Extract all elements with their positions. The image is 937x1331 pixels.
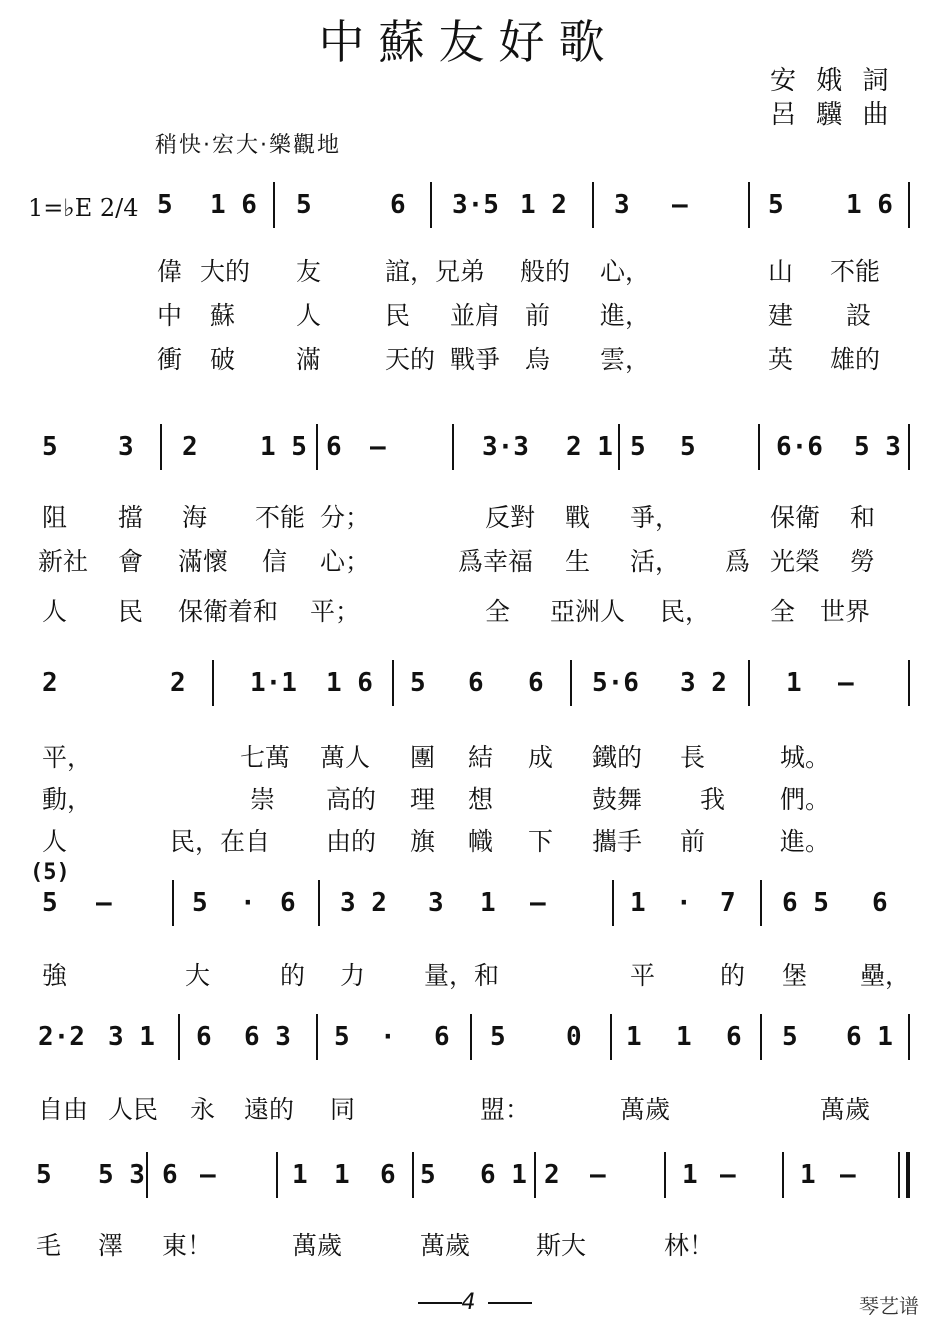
barline — [452, 424, 454, 470]
lyric-syllable: 人 — [42, 597, 68, 626]
note: 5 — [42, 432, 58, 462]
lyric-syllable: 光榮 — [770, 547, 821, 576]
lyric-syllable: 城。 — [780, 743, 831, 772]
lyric-syllable: 人 — [42, 827, 68, 856]
barline — [758, 424, 760, 470]
note: 5 — [36, 1160, 52, 1190]
note: 6 1 — [846, 1022, 893, 1052]
lyric-syllable: 進。 — [780, 827, 831, 856]
lyric-syllable: 衝 — [157, 345, 183, 374]
lyric-syllable: 由的 — [326, 827, 377, 856]
lyric-syllable: 動， — [42, 785, 93, 814]
note: 6 — [162, 1160, 178, 1190]
note: — — [370, 432, 386, 462]
note: 5 — [490, 1022, 506, 1052]
lyric-syllable: 萬歲 — [292, 1231, 343, 1260]
note: 2 — [170, 668, 186, 698]
lyric-syllable: 大的 — [200, 257, 251, 286]
lyric-syllable: 分； — [320, 503, 371, 532]
lyric-syllable: 斯大 — [536, 1231, 587, 1260]
lyric-syllable: 保衛着和 — [178, 597, 279, 626]
note: 1 — [626, 1022, 642, 1052]
lyric-syllable: 平， — [42, 743, 93, 772]
lyric-syllable: 萬歲 — [420, 1231, 471, 1260]
lyric-syllable: 破 — [210, 345, 236, 374]
note: 5 — [157, 190, 173, 220]
barline — [273, 182, 275, 228]
note: 6 — [326, 432, 342, 462]
note: 1 — [292, 1160, 308, 1190]
note: 5 — [192, 888, 208, 918]
note: 2 1 — [566, 432, 613, 462]
barline — [760, 1014, 762, 1060]
lyric-syllable: 攜手 — [592, 827, 643, 856]
barline — [172, 880, 174, 926]
lyric-syllable: 我 — [700, 785, 726, 814]
barline — [782, 1152, 784, 1198]
lyric-syllable: 毛 — [36, 1231, 62, 1260]
lyric-syllable: 鐵的 — [592, 743, 643, 772]
lyric-syllable: 爲 — [725, 547, 751, 576]
note: — — [590, 1160, 606, 1190]
note: 3 2 — [680, 668, 727, 698]
song-title: 中蘇友好歌 — [318, 15, 619, 69]
lyric-syllable: 遠的 — [244, 1095, 295, 1124]
note: 3 — [428, 888, 444, 918]
barline — [592, 182, 594, 228]
lyric-syllable: 民 — [118, 597, 144, 626]
lyric-syllable: 爭， — [630, 503, 681, 532]
barline — [908, 1014, 910, 1060]
note: 3·5 — [452, 190, 499, 220]
note: 5 — [680, 432, 696, 462]
barline — [318, 880, 320, 926]
barline — [570, 660, 572, 706]
note: 1 6 — [210, 190, 257, 220]
lyric-syllable: 天的 — [385, 345, 436, 374]
note: — — [200, 1160, 216, 1190]
lyric-syllable: 亞洲人 — [550, 597, 626, 626]
lyric-syllable: 盟： — [480, 1095, 531, 1124]
lyric-syllable: 七萬 — [240, 743, 291, 772]
lyric-syllable: 保衛 — [770, 503, 821, 532]
note: 3 — [614, 190, 630, 220]
lyric-syllable: 偉 — [157, 257, 183, 286]
page-number: 4 — [461, 1290, 476, 1315]
lyric-syllable: 阻 — [42, 503, 68, 532]
dash: — — [672, 190, 688, 220]
lyric-syllable: 新社 — [38, 547, 89, 576]
note: 6 — [434, 1022, 450, 1052]
note: 2 — [42, 668, 58, 698]
note: 1 — [676, 1022, 692, 1052]
lyric-syllable: 勞 — [850, 547, 876, 576]
note: 5 — [420, 1160, 436, 1190]
note: 6 — [726, 1022, 742, 1052]
lyric-syllable: 進， — [600, 301, 651, 330]
lyric-syllable: 戰 — [565, 503, 591, 532]
lyric-syllable: 力 — [340, 961, 366, 990]
lyric-syllable: 雄的 — [830, 345, 881, 374]
lyric-syllable: 建 — [768, 301, 794, 330]
lyric-syllable: 崇 — [250, 785, 276, 814]
lyric-syllable: 和 — [850, 503, 876, 532]
watermark: 琴艺谱 — [859, 1294, 919, 1318]
note: 3 — [118, 432, 134, 462]
lyric-syllable: 誼，兄弟 — [385, 257, 486, 286]
note: 5 — [768, 190, 784, 220]
note: — — [96, 888, 112, 918]
note: 1 6 — [326, 668, 373, 698]
note: 3 2 — [340, 888, 387, 918]
lyric-syllable: 平； — [310, 597, 361, 626]
lyric-syllable: 萬歲 — [620, 1095, 671, 1124]
note: — — [840, 1160, 856, 1190]
note: 1 2 — [520, 190, 567, 220]
lyric-syllable: 滿 — [296, 345, 322, 374]
note: — — [838, 668, 854, 698]
lyric-syllable: 大 — [185, 961, 211, 990]
note: 7 — [720, 888, 736, 918]
lyric-syllable: 擋 — [118, 503, 144, 532]
lyric-syllable: 般的 — [520, 257, 571, 286]
barline — [430, 182, 432, 228]
note: 3 1 — [108, 1022, 155, 1052]
note: 3·3 — [482, 432, 529, 462]
note: · — [240, 888, 256, 918]
lyric-syllable: 量，和 — [424, 961, 500, 990]
lyric-syllable: 不能 — [255, 503, 306, 532]
lyric-syllable: 爲幸福 — [458, 547, 534, 576]
note: — — [530, 888, 546, 918]
lyric-syllable: 高的 — [326, 785, 377, 814]
barline — [906, 1152, 910, 1198]
note: 5 3 — [854, 432, 901, 462]
barline — [470, 1014, 472, 1060]
lyric-syllable: 英 — [768, 345, 794, 374]
lyric-syllable: 全 — [485, 597, 511, 626]
note: 5 — [296, 190, 312, 220]
lyric-syllable: 海 — [182, 503, 208, 532]
lyric-syllable: 平 — [630, 961, 656, 990]
note: 1 6 — [846, 190, 893, 220]
lyric-syllable: 反對 — [485, 503, 536, 532]
note: 6 — [872, 888, 888, 918]
note: 1 5 — [260, 432, 307, 462]
lyric-syllable: 心， — [600, 257, 651, 286]
lyric-syllable: 東！ — [162, 1231, 213, 1260]
lyric-syllable: 長 — [680, 743, 706, 772]
note: 2·2 — [38, 1022, 85, 1052]
note: 2 — [544, 1160, 560, 1190]
lyric-syllable: 前 — [680, 827, 706, 856]
note: 5·6 — [592, 668, 639, 698]
note: — — [720, 1160, 736, 1190]
composer-credit: 呂 驥 曲 — [770, 100, 895, 130]
lyric-syllable: 團 — [410, 743, 436, 772]
lyric-syllable: 人 — [296, 301, 322, 330]
barline — [664, 1152, 666, 1198]
lyric-syllable: 的 — [720, 961, 746, 990]
lyric-syllable: 山 — [768, 257, 794, 286]
note: · — [676, 888, 692, 918]
barline — [898, 1152, 900, 1198]
barline — [316, 1014, 318, 1060]
barline — [412, 1152, 414, 1198]
lyric-syllable: 設 — [846, 301, 872, 330]
lyric-syllable: 民 — [385, 301, 411, 330]
note: 6 5 — [782, 888, 829, 918]
lyric-syllable: 生 — [565, 547, 591, 576]
lyric-syllable: 心； — [320, 547, 371, 576]
barline — [212, 660, 214, 706]
note: 6 — [390, 190, 406, 220]
lyric-syllable: 萬歲 — [820, 1095, 871, 1124]
lyric-syllable: 的 — [280, 961, 306, 990]
lyric-syllable: 下 — [528, 827, 554, 856]
lyric-syllable: 理 — [410, 785, 436, 814]
note: 1 — [800, 1160, 816, 1190]
lyric-syllable: 中 — [157, 301, 183, 330]
lyric-syllable: 戰爭 — [450, 345, 501, 374]
note: 6·6 — [776, 432, 823, 462]
lyric-syllable: 成 — [528, 743, 554, 772]
lyric-syllable: 永 — [190, 1095, 216, 1124]
lyric-syllable: 人民 — [108, 1095, 159, 1124]
note: 6 — [380, 1160, 396, 1190]
lyric-syllable: 堡 — [782, 961, 808, 990]
barline — [618, 424, 620, 470]
bracket-note: (5) — [30, 860, 70, 885]
barline — [612, 880, 614, 926]
barline — [908, 660, 910, 706]
lyric-syllable: 想 — [468, 785, 494, 814]
key-signature: 1=♭E 2/4 — [28, 194, 139, 222]
note: · — [380, 1022, 396, 1052]
note: 5 — [782, 1022, 798, 1052]
lyricist-credit: 安 娥 詞 — [770, 66, 895, 96]
barline — [146, 1152, 148, 1198]
lyric-syllable: 會 — [118, 547, 144, 576]
lyric-syllable: 萬人 — [320, 743, 371, 772]
note: 5 3 — [98, 1160, 145, 1190]
lyric-syllable: 鼓舞 — [592, 785, 643, 814]
lyric-syllable: 不能 — [830, 257, 881, 286]
note: 1 — [786, 668, 802, 698]
barline — [316, 424, 318, 470]
note: 1 — [480, 888, 496, 918]
lyric-syllable: 信 — [262, 547, 288, 576]
barline — [748, 660, 750, 706]
lyric-syllable: 民， — [660, 597, 711, 626]
barline — [908, 182, 910, 228]
note: 6 — [468, 668, 484, 698]
barline — [160, 424, 162, 470]
tempo-marking: 稍快·宏大·樂觀地 — [155, 133, 341, 158]
lyric-syllable: 雲， — [600, 345, 651, 374]
lyric-syllable: 同 — [330, 1095, 356, 1124]
lyric-syllable: 滿懷 — [178, 547, 229, 576]
lyric-syllable: 幟 — [468, 827, 494, 856]
lyric-syllable: 活， — [630, 547, 681, 576]
barline — [392, 660, 394, 706]
lyric-syllable: 蘇 — [210, 301, 236, 330]
note: 2 — [182, 432, 198, 462]
note: 6 — [280, 888, 296, 918]
note: 6 — [528, 668, 544, 698]
note: 5 — [334, 1022, 350, 1052]
lyric-syllable: 林！ — [664, 1231, 715, 1260]
barline — [276, 1152, 278, 1198]
note: 0 — [566, 1022, 582, 1052]
note: 1 — [334, 1160, 350, 1190]
lyric-syllable: 澤 — [98, 1231, 124, 1260]
lyric-syllable: 強 — [42, 961, 68, 990]
note: 6 3 — [244, 1022, 291, 1052]
barline — [610, 1014, 612, 1060]
lyric-syllable: 民，在自 — [170, 827, 271, 856]
barline — [534, 1152, 536, 1198]
footer-rule — [488, 1302, 532, 1304]
barline — [178, 1014, 180, 1060]
note: 1 — [630, 888, 646, 918]
note: 1·1 — [250, 668, 297, 698]
lyric-syllable: 前 — [525, 301, 551, 330]
note: 6 — [196, 1022, 212, 1052]
barline — [748, 182, 750, 228]
note: 5 — [410, 668, 426, 698]
note: 5 — [42, 888, 58, 918]
lyric-syllable: 壘， — [860, 961, 911, 990]
lyric-syllable: 自由 — [38, 1095, 89, 1124]
lyric-syllable: 結 — [468, 743, 494, 772]
lyric-syllable: 旗 — [410, 827, 436, 856]
note: 6 1 — [480, 1160, 527, 1190]
lyric-syllable: 烏 — [525, 345, 551, 374]
lyric-syllable: 全 — [770, 597, 796, 626]
barline — [908, 424, 910, 470]
note: 1 — [682, 1160, 698, 1190]
lyric-syllable: 並肩 — [450, 301, 501, 330]
barline — [760, 880, 762, 926]
lyric-syllable: 友 — [296, 257, 322, 286]
lyric-syllable: 們。 — [780, 785, 831, 814]
lyric-syllable: 世界 — [820, 597, 871, 626]
note: 5 — [630, 432, 646, 462]
